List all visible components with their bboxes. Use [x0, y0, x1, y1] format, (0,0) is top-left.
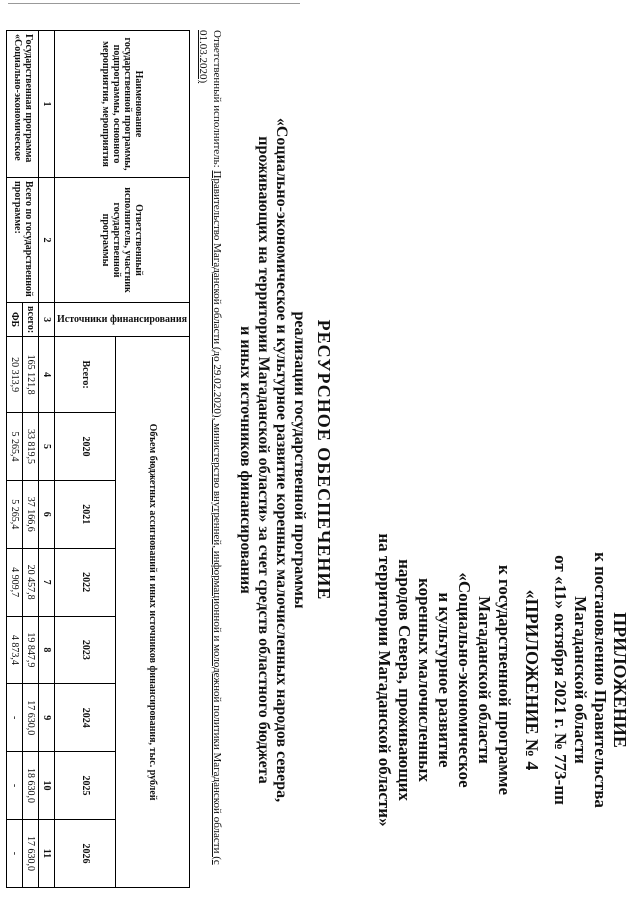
column-number-row [39, 31, 55, 888]
source-cell: всего: [23, 303, 39, 337]
header-line: к государственной программе [495, 564, 514, 796]
header-line: от «11» октября 2021 г. № 773-пп [551, 555, 570, 805]
header-executor: Ответственный исполнитель, участник государственной программы [55, 178, 190, 303]
top-rule [8, 3, 300, 4]
column-number: 6 [39, 480, 55, 548]
program-executor: Всего по государственной программе: [7, 178, 39, 303]
funding-table [6, 30, 190, 888]
column-number: 9 [39, 684, 55, 752]
value-cell: - [7, 752, 23, 820]
rotated-page [9, 30, 630, 890]
responsible-prefix: Ответственный исполнитель: [211, 30, 223, 171]
source-cell: ФБ [7, 303, 23, 337]
value-cell: 18 630,0 [23, 752, 39, 820]
header-year: 2022 [55, 548, 116, 616]
header-year: 2026 [55, 819, 116, 887]
value-cell: 4 909,7 [7, 548, 23, 616]
header-line: Магаданской области [571, 596, 590, 764]
subheading-line: «Социально-экономическое и культурное развитие коренных малочисленных народов севера, [273, 117, 290, 803]
header-line: и культурное развитие [435, 592, 454, 768]
header-line: коренных малочисленных [415, 578, 434, 782]
value-cell: 37 166,6 [23, 480, 39, 548]
responsible-value: Правительство Магаданской области (до 29.02.2020), министерство внутренней, информационной и молодежной политики Магаданской области (с 01.03.2020) [197, 30, 223, 865]
responsible-executor [196, 30, 224, 890]
value-cell: 165 121,8 [23, 337, 39, 413]
value-cell: - [7, 684, 23, 752]
appendix-header [374, 480, 630, 880]
header-year: 2025 [55, 752, 116, 820]
header-total: Всего: [55, 337, 116, 413]
value-cell: 20 457,8 [23, 548, 39, 616]
header-line: народов Севера, проживающих [395, 559, 414, 801]
table-row [23, 31, 39, 888]
appendix-title: ПРИЛОЖЕНИЕ [610, 612, 630, 748]
column-number: 11 [39, 819, 55, 887]
header-volume: Объем бюджетных ассигнований и иных источников финансирования, тыс. рублей [116, 337, 190, 888]
column-number: 10 [39, 752, 55, 820]
header-line: на территории Магаданской области» [375, 533, 394, 827]
value-cell: 17 630,0 [23, 819, 39, 887]
header-year: 2024 [55, 684, 116, 752]
value-cell: - [7, 819, 23, 887]
appendix4-title: «ПРИЛОЖЕНИЕ № 4 [522, 589, 542, 771]
document-heading: РЕСУРСНОЕ ОБЕСПЕЧЕНИЕ [314, 319, 334, 601]
value-cell: 20 313,9 [7, 337, 23, 413]
column-number: 5 [39, 413, 55, 481]
subheading-line: реализации государственной программы [291, 311, 308, 609]
header-source: Источники финансирования [55, 303, 190, 337]
header-line: Магаданской области [475, 596, 494, 764]
subheading-line: и иных источников финансирования [237, 326, 254, 594]
program-name: Государственная программа «Социально-экономическое [7, 31, 39, 178]
value-cell: 19 847,9 [23, 616, 39, 684]
header-year: 2021 [55, 480, 116, 548]
value-cell: 4 873,4 [7, 616, 23, 684]
header-name: Наименование государственной программы, подпрограммы, основного мероприятия, мероприятия [55, 31, 190, 178]
document-subheading [236, 30, 308, 890]
subheading-line: проживающих на территории Магаданской области» за счет средств областного бюджета [255, 136, 272, 784]
header-year: 2020 [55, 413, 116, 481]
column-number: 8 [39, 616, 55, 684]
header-line: к постановлению Правительства [591, 552, 610, 808]
column-number: 2 [39, 178, 55, 303]
column-number: 3 [39, 303, 55, 337]
column-number: 7 [39, 548, 55, 616]
column-number: 4 [39, 337, 55, 413]
column-number: 1 [39, 31, 55, 178]
value-cell: 5 265,4 [7, 413, 23, 481]
header-year: 2023 [55, 616, 116, 684]
value-cell: 5 265,4 [7, 480, 23, 548]
value-cell: 17 630,0 [23, 684, 39, 752]
value-cell: 33 819,5 [23, 413, 39, 481]
table-header-row [116, 31, 190, 888]
header-line: «Социально-экономическое [455, 572, 474, 788]
